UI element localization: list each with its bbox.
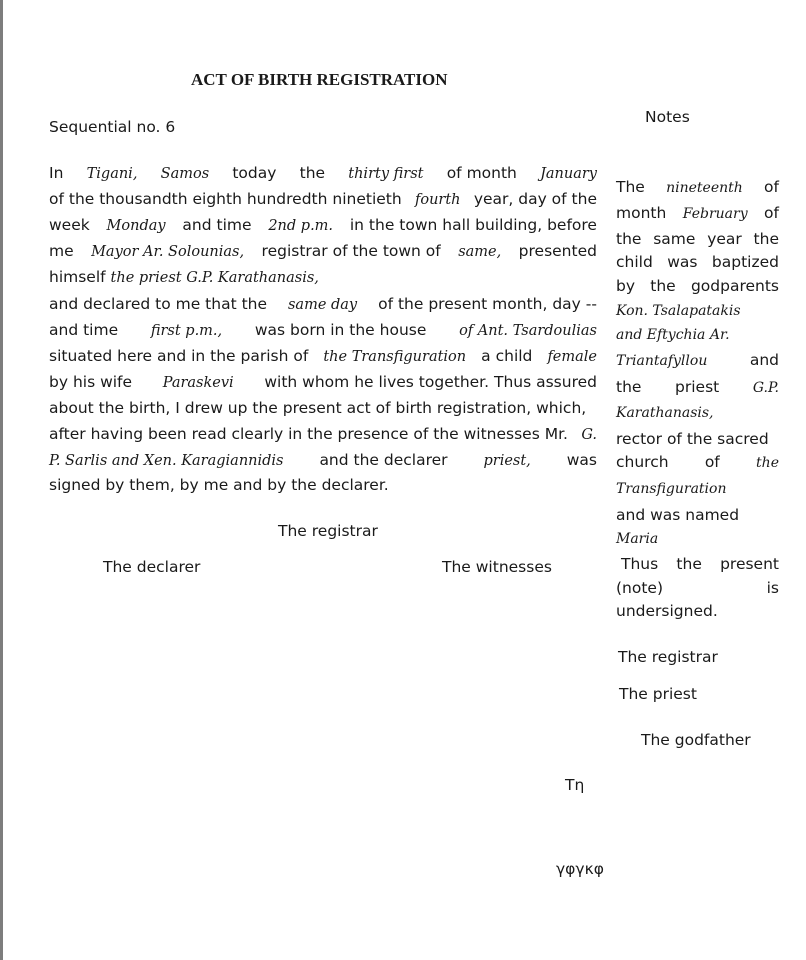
- notes-line: Karathanasis,: [616, 405, 714, 421]
- notes-line: and Eftychia Ar.: [616, 327, 730, 343]
- notes-line: Triantafyllou and: [616, 351, 779, 369]
- handwritten-mark: γφγκφ: [556, 860, 604, 878]
- notes-priest-label: The priest: [619, 685, 697, 703]
- body-line: me Mayor Ar. Solounias, registrar of the town of same, presented: [49, 242, 597, 260]
- body-line: week Monday and time 2nd p.m. in the town hall building, before: [49, 216, 597, 234]
- notes-line: the priest G.P.: [616, 378, 779, 396]
- declarer-signature-label: The declarer: [103, 558, 201, 576]
- body-line: situated here and in the parish of the Transfiguration a child female: [49, 347, 597, 365]
- sequential-number: Sequential no. 6: [49, 118, 176, 136]
- notes-line: undersigned.: [616, 602, 718, 620]
- notes-line: Thus the present: [621, 555, 779, 573]
- notes-line: month February of: [616, 204, 779, 222]
- notes-line: Kon. Tsalapatakis: [616, 303, 741, 319]
- body-line: after having been read clearly in the presence of the witnesses Mr. G.: [49, 425, 597, 443]
- notes-line: rector of the sacred: [616, 430, 769, 448]
- body-line: of the thousandth eighth hundredth ninetieth fourth year, day of the: [49, 190, 597, 208]
- document-page: [3, 0, 806, 960]
- body-line: P. Sarlis and Xen. Karagiannidis and the declarer priest, was: [49, 451, 597, 469]
- notes-line: child was baptized: [616, 253, 779, 271]
- notes-line: Maria: [616, 531, 659, 547]
- notes-godfather-label: The godfather: [641, 731, 751, 749]
- body-line: signed by them, by me and by the declarer.: [49, 476, 389, 494]
- notes-heading: Notes: [645, 108, 690, 126]
- notes-line: Transfiguration: [616, 481, 727, 497]
- notes-registrar-label: The registrar: [618, 648, 718, 666]
- body-line: about the birth, I drew up the present act of birth registration, which,: [49, 399, 587, 417]
- body-line: himself the priest G.P. Karathanasis,: [49, 268, 319, 286]
- witnesses-signature-label: The witnesses: [442, 558, 552, 576]
- notes-line: The nineteenth of: [616, 178, 779, 196]
- body-line: In Tigani, Samos today the thirty first of month January: [49, 164, 597, 182]
- registrar-signature-label: The registrar: [278, 522, 378, 540]
- notes-line: (note) is: [616, 579, 779, 597]
- notes-line: the same year the: [616, 230, 779, 248]
- document-title: ACT OF BIRTH REGISTRATION: [191, 70, 448, 89]
- notes-line: by the godparents: [616, 277, 779, 295]
- notes-line: church of the: [616, 453, 779, 471]
- body-line: by his wife Paraskevi with whom he lives together. Thus assured: [49, 373, 597, 391]
- handwritten-mark: Τη: [565, 776, 585, 794]
- body-line: and declared to me that the same day of the present month, day --: [49, 295, 597, 313]
- notes-line: and was named: [616, 506, 740, 524]
- body-line: and time first p.m., was born in the house of Ant. Tsardoulias: [49, 321, 597, 339]
